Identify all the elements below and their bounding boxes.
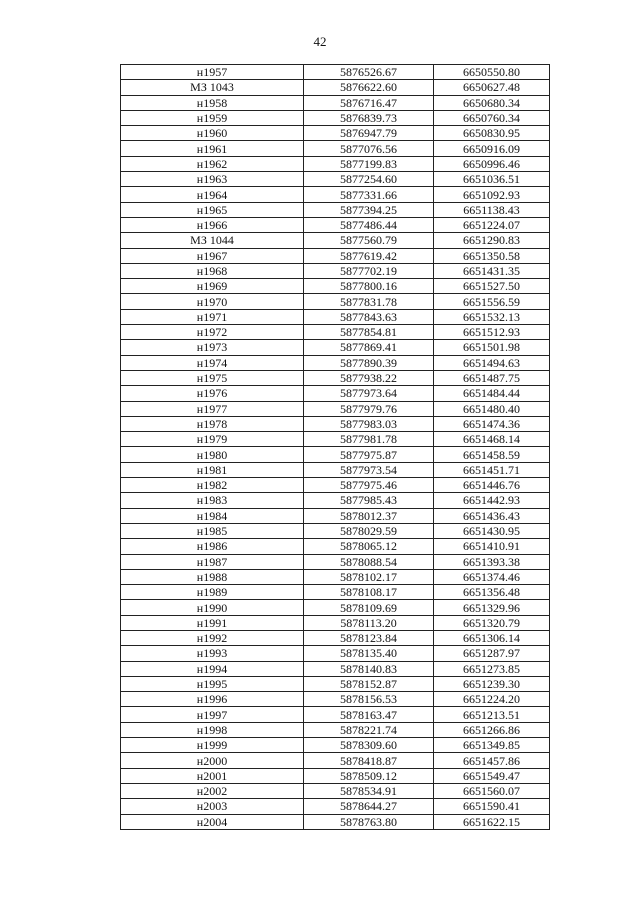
y-coordinate-cell: 6651527.50 (434, 279, 550, 294)
x-coordinate-cell: 5878152.87 (304, 676, 434, 691)
point-id-cell: н1959 (121, 110, 304, 125)
table-row (121, 156, 550, 171)
x-coordinate-cell: 5877619.42 (304, 248, 434, 263)
y-coordinate-cell: 6651266.86 (434, 722, 550, 737)
x-coordinate-cell: 5878012.37 (304, 508, 434, 523)
point-id-cell: н1968 (121, 263, 304, 278)
table-row (121, 508, 550, 523)
y-coordinate-cell: 6651442.93 (434, 493, 550, 508)
point-id-cell: н1977 (121, 401, 304, 416)
table-row (121, 110, 550, 125)
table-row (121, 340, 550, 355)
table-row (121, 325, 550, 340)
x-coordinate-cell: 5877975.87 (304, 447, 434, 462)
table-row (121, 661, 550, 676)
table-row (121, 355, 550, 370)
table-row (121, 600, 550, 615)
point-id-cell: н2002 (121, 783, 304, 798)
y-coordinate-cell: 6651092.93 (434, 187, 550, 202)
table-row (121, 738, 550, 753)
point-id-cell: н1994 (121, 661, 304, 676)
x-coordinate-cell: 5878113.20 (304, 615, 434, 630)
x-coordinate-cell: 5877975.46 (304, 478, 434, 493)
point-id-cell: н1957 (121, 65, 304, 80)
y-coordinate-cell: 6651480.40 (434, 401, 550, 416)
point-id-cell: н1969 (121, 279, 304, 294)
point-id-cell: МЗ 1044 (121, 233, 304, 248)
coordinates-table (120, 64, 550, 830)
y-coordinate-cell: 6651501.98 (434, 340, 550, 355)
point-id-cell: н1974 (121, 355, 304, 370)
y-coordinate-cell: 6651306.14 (434, 630, 550, 645)
point-id-cell: н1992 (121, 630, 304, 645)
table-row (121, 65, 550, 80)
point-id-cell: н1997 (121, 707, 304, 722)
y-coordinate-cell: 6651622.15 (434, 814, 550, 829)
table-row (121, 630, 550, 645)
y-coordinate-cell: 6651458.59 (434, 447, 550, 462)
x-coordinate-cell: 5878163.47 (304, 707, 434, 722)
x-coordinate-cell: 5878221.74 (304, 722, 434, 737)
y-coordinate-cell: 6651484.44 (434, 386, 550, 401)
table-row (121, 202, 550, 217)
table-row (121, 646, 550, 661)
y-coordinate-cell: 6651349.85 (434, 738, 550, 753)
table-row (121, 799, 550, 814)
x-coordinate-cell: 5878644.27 (304, 799, 434, 814)
x-coordinate-cell: 5877854.81 (304, 325, 434, 340)
table-row (121, 370, 550, 385)
table-row (121, 523, 550, 538)
point-id-cell: н1967 (121, 248, 304, 263)
y-coordinate-cell: 6651224.20 (434, 692, 550, 707)
table-row (121, 768, 550, 783)
table-row (121, 172, 550, 187)
x-coordinate-cell: 5878309.60 (304, 738, 434, 753)
table-row (121, 126, 550, 141)
table-row (121, 80, 550, 95)
y-coordinate-cell: 6651446.76 (434, 478, 550, 493)
y-coordinate-cell: 6651590.41 (434, 799, 550, 814)
point-id-cell: н1973 (121, 340, 304, 355)
x-coordinate-cell: 5878140.83 (304, 661, 434, 676)
point-id-cell: н1971 (121, 309, 304, 324)
x-coordinate-cell: 5877983.03 (304, 416, 434, 431)
x-coordinate-cell: 5877254.60 (304, 172, 434, 187)
y-coordinate-cell: 6650627.48 (434, 80, 550, 95)
table-row (121, 187, 550, 202)
y-coordinate-cell: 6651287.97 (434, 646, 550, 661)
x-coordinate-cell: 5876716.47 (304, 95, 434, 110)
table-row (121, 692, 550, 707)
table-row (121, 478, 550, 493)
y-coordinate-cell: 6651532.13 (434, 309, 550, 324)
y-coordinate-cell: 6650996.46 (434, 156, 550, 171)
point-id-cell: н1980 (121, 447, 304, 462)
x-coordinate-cell: 5878135.40 (304, 646, 434, 661)
y-coordinate-cell: 6650680.34 (434, 95, 550, 110)
x-coordinate-cell: 5877843.63 (304, 309, 434, 324)
table-row (121, 95, 550, 110)
y-coordinate-cell: 6651556.59 (434, 294, 550, 309)
x-coordinate-cell: 5877831.78 (304, 294, 434, 309)
table-row (121, 814, 550, 829)
point-id-cell: н1960 (121, 126, 304, 141)
y-coordinate-cell: 6651290.83 (434, 233, 550, 248)
point-id-cell: н1978 (121, 416, 304, 431)
x-coordinate-cell: 5878509.12 (304, 768, 434, 783)
page-number: 42 (313, 34, 327, 49)
point-id-cell: н1963 (121, 172, 304, 187)
point-id-cell: н1999 (121, 738, 304, 753)
point-id-cell: н1970 (121, 294, 304, 309)
y-coordinate-cell: 6651138.43 (434, 202, 550, 217)
x-coordinate-cell: 5877394.25 (304, 202, 434, 217)
x-coordinate-cell: 5878123.84 (304, 630, 434, 645)
x-coordinate-cell: 5876947.79 (304, 126, 434, 141)
x-coordinate-cell: 5877331.66 (304, 187, 434, 202)
x-coordinate-cell: 5878418.87 (304, 753, 434, 768)
x-coordinate-cell: 5878763.80 (304, 814, 434, 829)
x-coordinate-cell: 5878534.91 (304, 783, 434, 798)
point-id-cell: н1995 (121, 676, 304, 691)
y-coordinate-cell: 6651213.51 (434, 707, 550, 722)
y-coordinate-cell: 6651430.95 (434, 523, 550, 538)
table-row (121, 493, 550, 508)
y-coordinate-cell: 6651393.38 (434, 554, 550, 569)
table-row (121, 401, 550, 416)
x-coordinate-cell: 5878156.53 (304, 692, 434, 707)
y-coordinate-cell: 6651239.30 (434, 676, 550, 691)
y-coordinate-cell: 6650916.09 (434, 141, 550, 156)
x-coordinate-cell: 5877973.64 (304, 386, 434, 401)
y-coordinate-cell: 6651273.85 (434, 661, 550, 676)
coordinates-table-body (121, 65, 550, 830)
y-coordinate-cell: 6651431.35 (434, 263, 550, 278)
point-id-cell: н1975 (121, 370, 304, 385)
point-id-cell: н1972 (121, 325, 304, 340)
y-coordinate-cell: 6650550.80 (434, 65, 550, 80)
table-row (121, 248, 550, 263)
x-coordinate-cell: 5878102.17 (304, 569, 434, 584)
y-coordinate-cell: 6651560.07 (434, 783, 550, 798)
y-coordinate-cell: 6651457.86 (434, 753, 550, 768)
table-row (121, 432, 550, 447)
point-id-cell: н1988 (121, 569, 304, 584)
point-id-cell: н1986 (121, 539, 304, 554)
table-row (121, 722, 550, 737)
point-id-cell: н1966 (121, 217, 304, 232)
table-row (121, 141, 550, 156)
table-row (121, 585, 550, 600)
x-coordinate-cell: 5877973.54 (304, 462, 434, 477)
x-coordinate-cell: 5878029.59 (304, 523, 434, 538)
y-coordinate-cell: 6651451.71 (434, 462, 550, 477)
table-row (121, 615, 550, 630)
x-coordinate-cell: 5877981.78 (304, 432, 434, 447)
x-coordinate-cell: 5877199.83 (304, 156, 434, 171)
x-coordinate-cell: 5877076.56 (304, 141, 434, 156)
table-row (121, 416, 550, 431)
x-coordinate-cell: 5878088.54 (304, 554, 434, 569)
y-coordinate-cell: 6650830.95 (434, 126, 550, 141)
table-row (121, 676, 550, 691)
table-row (121, 753, 550, 768)
y-coordinate-cell: 6651356.48 (434, 585, 550, 600)
table-row (121, 707, 550, 722)
x-coordinate-cell: 5877800.16 (304, 279, 434, 294)
x-coordinate-cell: 5877979.76 (304, 401, 434, 416)
point-id-cell: МЗ 1043 (121, 80, 304, 95)
x-coordinate-cell: 5877938.22 (304, 370, 434, 385)
point-id-cell: н1979 (121, 432, 304, 447)
y-coordinate-cell: 6651320.79 (434, 615, 550, 630)
x-coordinate-cell: 5877985.43 (304, 493, 434, 508)
x-coordinate-cell: 5878065.12 (304, 539, 434, 554)
point-id-cell: н1965 (121, 202, 304, 217)
point-id-cell: н1962 (121, 156, 304, 171)
point-id-cell: н1983 (121, 493, 304, 508)
table-row (121, 569, 550, 584)
table-row (121, 279, 550, 294)
y-coordinate-cell: 6651350.58 (434, 248, 550, 263)
point-id-cell: н1961 (121, 141, 304, 156)
table-row (121, 462, 550, 477)
point-id-cell: н2000 (121, 753, 304, 768)
table-row (121, 554, 550, 569)
x-coordinate-cell: 5878109.69 (304, 600, 434, 615)
x-coordinate-cell: 5878108.17 (304, 585, 434, 600)
point-id-cell: н1984 (121, 508, 304, 523)
point-id-cell: н1998 (121, 722, 304, 737)
y-coordinate-cell: 6651329.96 (434, 600, 550, 615)
y-coordinate-cell: 6651468.14 (434, 432, 550, 447)
table-row (121, 386, 550, 401)
x-coordinate-cell: 5877702.19 (304, 263, 434, 278)
y-coordinate-cell: 6651410.91 (434, 539, 550, 554)
point-id-cell: н1990 (121, 600, 304, 615)
point-id-cell: н1991 (121, 615, 304, 630)
y-coordinate-cell: 6651487.75 (434, 370, 550, 385)
y-coordinate-cell: 6651494.63 (434, 355, 550, 370)
point-id-cell: н1993 (121, 646, 304, 661)
x-coordinate-cell: 5876526.67 (304, 65, 434, 80)
y-coordinate-cell: 6651474.36 (434, 416, 550, 431)
table-row (121, 309, 550, 324)
table-row (121, 233, 550, 248)
y-coordinate-cell: 6650760.34 (434, 110, 550, 125)
y-coordinate-cell: 6651036.51 (434, 172, 550, 187)
point-id-cell: н1989 (121, 585, 304, 600)
y-coordinate-cell: 6651512.93 (434, 325, 550, 340)
y-coordinate-cell: 6651224.07 (434, 217, 550, 232)
table-row (121, 294, 550, 309)
point-id-cell: н2001 (121, 768, 304, 783)
x-coordinate-cell: 5876839.73 (304, 110, 434, 125)
point-id-cell: н1985 (121, 523, 304, 538)
y-coordinate-cell: 6651374.46 (434, 569, 550, 584)
y-coordinate-cell: 6651549.47 (434, 768, 550, 783)
point-id-cell: н1981 (121, 462, 304, 477)
point-id-cell: н1958 (121, 95, 304, 110)
table-row (121, 783, 550, 798)
point-id-cell: н1976 (121, 386, 304, 401)
point-id-cell: н1964 (121, 187, 304, 202)
point-id-cell: н2003 (121, 799, 304, 814)
point-id-cell: н1987 (121, 554, 304, 569)
x-coordinate-cell: 5877486.44 (304, 217, 434, 232)
table-row (121, 263, 550, 278)
table-row (121, 539, 550, 554)
x-coordinate-cell: 5877560.79 (304, 233, 434, 248)
point-id-cell: н1996 (121, 692, 304, 707)
x-coordinate-cell: 5877869.41 (304, 340, 434, 355)
table-row (121, 217, 550, 232)
y-coordinate-cell: 6651436.43 (434, 508, 550, 523)
x-coordinate-cell: 5877890.39 (304, 355, 434, 370)
point-id-cell: н2004 (121, 814, 304, 829)
table-row (121, 447, 550, 462)
x-coordinate-cell: 5876622.60 (304, 80, 434, 95)
point-id-cell: н1982 (121, 478, 304, 493)
